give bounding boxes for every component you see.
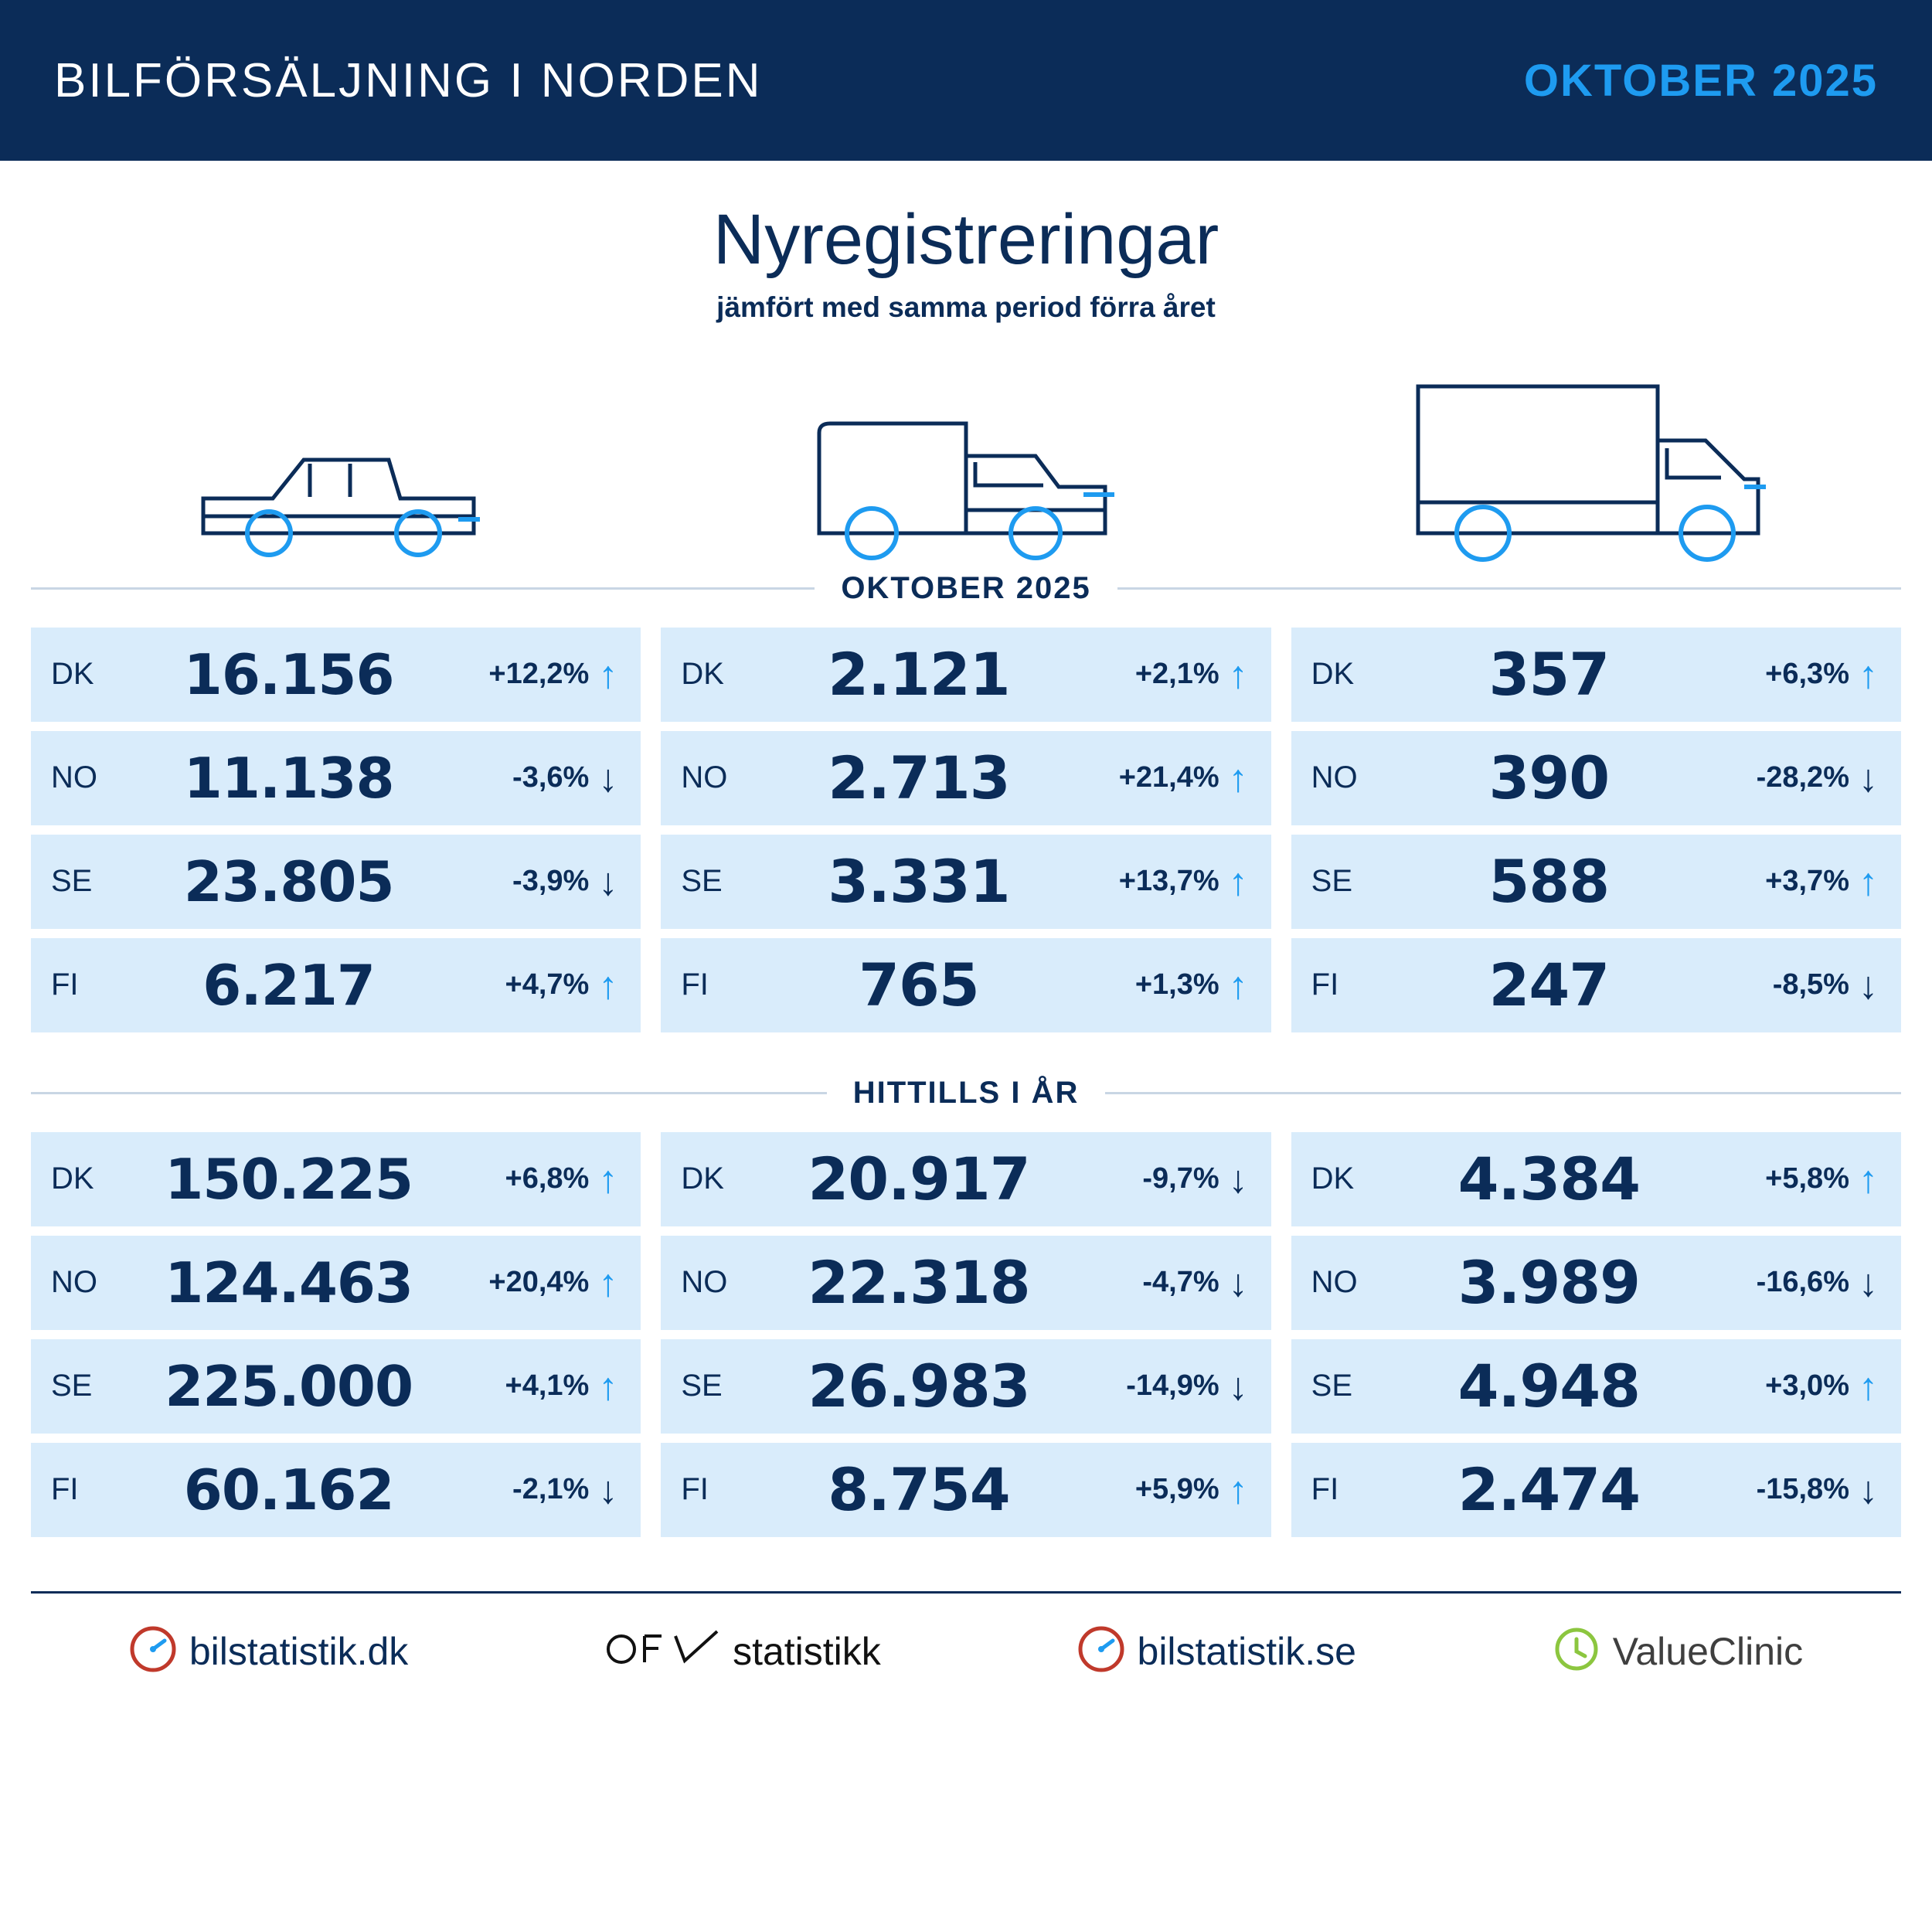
percent-text: +13,7% bbox=[1118, 865, 1219, 898]
country-code: DK bbox=[681, 1162, 724, 1196]
column-october-truck bbox=[1291, 628, 1901, 1032]
arrow-up-icon: ↑ bbox=[1858, 859, 1878, 903]
change-percent bbox=[1703, 1157, 1881, 1201]
change-percent bbox=[1073, 1260, 1251, 1304]
arrow-up-icon: ↑ bbox=[1228, 963, 1248, 1007]
change-percent bbox=[443, 1260, 621, 1304]
country-code: FI bbox=[1311, 1472, 1339, 1507]
section-title-ytd: HITTILLS I ÅR bbox=[852, 1075, 1080, 1110]
change-percent bbox=[1073, 756, 1251, 800]
change-percent bbox=[1073, 859, 1251, 903]
registration-value: 150.225 bbox=[165, 1146, 413, 1212]
table-row bbox=[31, 731, 641, 825]
percent-text: +3,7% bbox=[1765, 865, 1849, 898]
change-percent bbox=[1073, 963, 1251, 1007]
change-percent bbox=[443, 859, 621, 903]
table-row bbox=[1291, 1443, 1901, 1537]
country-code: DK bbox=[1311, 1162, 1355, 1196]
column-ytd-truck bbox=[1291, 1132, 1901, 1537]
registration-value: 6.217 bbox=[202, 952, 376, 1018]
column-ytd-passenger-car bbox=[31, 1132, 641, 1537]
logo-label: bilstatistik.dk bbox=[189, 1629, 409, 1673]
change-percent bbox=[1703, 1468, 1881, 1512]
table-row bbox=[31, 1236, 641, 1330]
percent-text: -15,8% bbox=[1756, 1473, 1849, 1506]
bilstatistik-dk-mark-icon bbox=[129, 1625, 177, 1677]
change-percent bbox=[1073, 1364, 1251, 1408]
country-code: FI bbox=[681, 968, 709, 1002]
truck-icon bbox=[1412, 379, 1767, 568]
change-percent bbox=[443, 1364, 621, 1408]
arrow-up-icon: ↑ bbox=[598, 652, 618, 696]
table-row bbox=[31, 628, 641, 722]
arrow-up-icon: ↑ bbox=[598, 963, 618, 1007]
table-row bbox=[661, 731, 1270, 825]
table-row bbox=[1291, 731, 1901, 825]
country-code: NO bbox=[51, 1265, 97, 1300]
country-code: SE bbox=[1311, 1369, 1353, 1403]
country-code: SE bbox=[1311, 864, 1353, 899]
table-row bbox=[661, 938, 1270, 1032]
registration-value: 2.713 bbox=[828, 743, 1010, 813]
section-label-october bbox=[0, 571, 1932, 606]
percent-text: +4,1% bbox=[505, 1369, 590, 1403]
percent-text: +6,3% bbox=[1765, 658, 1849, 691]
icon-cell-car bbox=[31, 344, 655, 568]
divider-left bbox=[31, 1092, 827, 1094]
table-row bbox=[661, 1236, 1270, 1330]
arrow-down-icon: ↓ bbox=[1858, 756, 1878, 800]
registration-value: 225.000 bbox=[165, 1353, 413, 1419]
change-percent bbox=[1703, 756, 1881, 800]
country-code: NO bbox=[681, 1265, 728, 1300]
arrow-up-icon: ↑ bbox=[598, 1157, 618, 1201]
country-code: SE bbox=[681, 864, 723, 899]
table-row bbox=[661, 1132, 1270, 1226]
arrow-down-icon: ↓ bbox=[1228, 1364, 1248, 1408]
percent-text: +1,3% bbox=[1134, 968, 1219, 1002]
registration-value: 124.463 bbox=[165, 1250, 413, 1315]
sub-title: jämfört med samma period förra året bbox=[716, 291, 1216, 323]
arrow-down-icon: ↓ bbox=[1858, 1260, 1878, 1304]
table-row bbox=[31, 1132, 641, 1226]
page-title: BILFÖRSÄLJNING I NORDEN bbox=[54, 53, 763, 107]
header-period-label: OKTOBER 2025 bbox=[1523, 55, 1878, 106]
country-code: NO bbox=[1311, 760, 1358, 795]
registration-value: 26.983 bbox=[808, 1352, 1030, 1421]
data-grid-october bbox=[0, 628, 1932, 1032]
data-grid-ytd bbox=[0, 1132, 1932, 1537]
arrow-up-icon: ↑ bbox=[1858, 1157, 1878, 1201]
arrow-down-icon: ↓ bbox=[598, 756, 618, 800]
arrow-down-icon: ↓ bbox=[598, 1468, 618, 1512]
change-percent bbox=[1703, 1260, 1881, 1304]
percent-text: -8,5% bbox=[1772, 968, 1849, 1002]
registration-value: 247 bbox=[1488, 951, 1610, 1020]
valueclinic-mark-icon bbox=[1553, 1625, 1600, 1677]
change-percent bbox=[443, 1468, 621, 1512]
page-header bbox=[0, 0, 1932, 161]
change-percent bbox=[1703, 963, 1881, 1007]
country-code: FI bbox=[681, 1472, 709, 1507]
percent-text: +6,8% bbox=[505, 1162, 590, 1196]
table-row bbox=[31, 1443, 641, 1537]
percent-text: -3,9% bbox=[512, 865, 590, 898]
change-percent bbox=[443, 652, 621, 696]
bilstatistik-se-mark-icon bbox=[1077, 1625, 1125, 1677]
registration-value: 11.138 bbox=[183, 745, 394, 811]
logo-label: statistikk bbox=[733, 1629, 881, 1673]
column-ytd-van bbox=[661, 1132, 1270, 1537]
arrow-down-icon: ↓ bbox=[1228, 1260, 1248, 1304]
registration-value: 3.989 bbox=[1458, 1248, 1641, 1318]
percent-text: +3,0% bbox=[1765, 1369, 1849, 1403]
table-row bbox=[31, 835, 641, 929]
registration-value: 20.917 bbox=[808, 1145, 1030, 1214]
divider-left bbox=[31, 587, 815, 590]
country-code: FI bbox=[51, 968, 79, 1002]
arrow-up-icon: ↑ bbox=[598, 1364, 618, 1408]
percent-text: +20,4% bbox=[488, 1266, 590, 1299]
arrow-up-icon: ↑ bbox=[1858, 652, 1878, 696]
registration-value: 4.948 bbox=[1458, 1352, 1641, 1421]
country-code: NO bbox=[1311, 1265, 1358, 1300]
section-label-ytd bbox=[0, 1076, 1932, 1111]
logo-bilstatistik-se[interactable] bbox=[1077, 1625, 1356, 1677]
country-code: SE bbox=[51, 1369, 93, 1403]
change-percent bbox=[1073, 1468, 1251, 1512]
country-code: SE bbox=[681, 1369, 723, 1403]
registration-value: 588 bbox=[1488, 847, 1610, 917]
percent-text: -2,1% bbox=[512, 1473, 590, 1506]
percent-text: +4,7% bbox=[505, 968, 590, 1002]
country-code: DK bbox=[51, 1162, 94, 1196]
table-row bbox=[31, 1339, 641, 1434]
registration-value: 765 bbox=[859, 951, 979, 1020]
arrow-up-icon: ↑ bbox=[1228, 756, 1248, 800]
registration-value: 2.121 bbox=[828, 640, 1010, 709]
percent-text: -9,7% bbox=[1142, 1162, 1219, 1196]
country-code: FI bbox=[1311, 968, 1339, 1002]
table-row bbox=[1291, 938, 1901, 1032]
table-row bbox=[1291, 835, 1901, 929]
column-october-van bbox=[661, 628, 1270, 1032]
registration-value: 60.162 bbox=[183, 1457, 394, 1522]
country-code: DK bbox=[51, 657, 94, 692]
table-row bbox=[1291, 1132, 1901, 1226]
logo-valueclinic[interactable] bbox=[1553, 1625, 1803, 1677]
percent-text: -4,7% bbox=[1142, 1266, 1219, 1299]
registration-value: 23.805 bbox=[183, 849, 394, 914]
registration-value: 2.474 bbox=[1458, 1455, 1641, 1525]
logo-label: ValueClinic bbox=[1612, 1629, 1804, 1673]
logo-label: bilstatistik.se bbox=[1137, 1629, 1356, 1673]
icon-cell-truck bbox=[1277, 344, 1901, 568]
percent-text: +5,9% bbox=[1134, 1473, 1219, 1506]
registration-value: 22.318 bbox=[808, 1248, 1030, 1318]
table-row bbox=[661, 628, 1270, 722]
percent-text: +21,4% bbox=[1118, 761, 1219, 794]
van-icon bbox=[811, 410, 1121, 568]
arrow-down-icon: ↓ bbox=[1228, 1157, 1248, 1201]
arrow-down-icon: ↓ bbox=[1858, 963, 1878, 1007]
vehicle-icons-row bbox=[0, 344, 1932, 568]
country-code: DK bbox=[1311, 657, 1355, 692]
registration-value: 16.156 bbox=[183, 641, 394, 707]
change-percent bbox=[1073, 652, 1251, 696]
main-title: Nyregistreringar bbox=[713, 200, 1219, 279]
percent-text: +2,1% bbox=[1134, 658, 1219, 691]
logo-ofv-statistikk[interactable] bbox=[604, 1625, 881, 1677]
section-title-october: OKTOBER 2025 bbox=[841, 570, 1091, 605]
logo-bilstatistik-dk[interactable] bbox=[129, 1625, 408, 1677]
change-percent bbox=[443, 963, 621, 1007]
percent-text: -14,9% bbox=[1126, 1369, 1219, 1403]
table-row bbox=[1291, 1339, 1901, 1434]
change-percent bbox=[1703, 859, 1881, 903]
percent-text: -16,6% bbox=[1756, 1266, 1849, 1299]
percent-text: +12,2% bbox=[488, 658, 590, 691]
percent-text: +5,8% bbox=[1765, 1162, 1849, 1196]
table-row bbox=[1291, 1236, 1901, 1330]
country-code: FI bbox=[51, 1472, 79, 1507]
arrow-up-icon: ↑ bbox=[598, 1260, 618, 1304]
icon-cell-van bbox=[655, 344, 1278, 568]
arrow-down-icon: ↓ bbox=[1858, 1468, 1878, 1512]
country-code: NO bbox=[51, 760, 97, 795]
passenger-car-icon bbox=[196, 425, 489, 568]
percent-text: -28,2% bbox=[1756, 761, 1849, 794]
registration-value: 357 bbox=[1488, 640, 1610, 709]
table-row bbox=[1291, 628, 1901, 722]
divider-right bbox=[1105, 1092, 1901, 1094]
registration-value: 390 bbox=[1488, 743, 1610, 813]
divider-right bbox=[1117, 587, 1901, 590]
country-code: SE bbox=[51, 864, 93, 899]
country-code: DK bbox=[681, 657, 724, 692]
arrow-up-icon: ↑ bbox=[1858, 1364, 1878, 1408]
table-row bbox=[661, 1339, 1270, 1434]
arrow-down-icon: ↓ bbox=[598, 859, 618, 903]
change-percent bbox=[443, 756, 621, 800]
arrow-up-icon: ↑ bbox=[1228, 1468, 1248, 1512]
registration-value: 8.754 bbox=[828, 1455, 1010, 1525]
country-code: NO bbox=[681, 760, 728, 795]
change-percent bbox=[443, 1157, 621, 1201]
column-october-passenger-car bbox=[31, 628, 641, 1032]
change-percent bbox=[1073, 1157, 1251, 1201]
arrow-up-icon: ↑ bbox=[1228, 859, 1248, 903]
change-percent bbox=[1703, 652, 1881, 696]
registration-value: 3.331 bbox=[828, 847, 1010, 917]
table-row bbox=[31, 938, 641, 1032]
footer-logos bbox=[0, 1594, 1932, 1709]
change-percent bbox=[1703, 1364, 1881, 1408]
ofv-mark-icon bbox=[604, 1625, 720, 1677]
percent-text: -3,6% bbox=[512, 761, 590, 794]
registration-value: 4.384 bbox=[1458, 1145, 1641, 1214]
arrow-up-icon: ↑ bbox=[1228, 652, 1248, 696]
title-block bbox=[0, 202, 1932, 324]
table-row bbox=[661, 835, 1270, 929]
table-row bbox=[661, 1443, 1270, 1537]
